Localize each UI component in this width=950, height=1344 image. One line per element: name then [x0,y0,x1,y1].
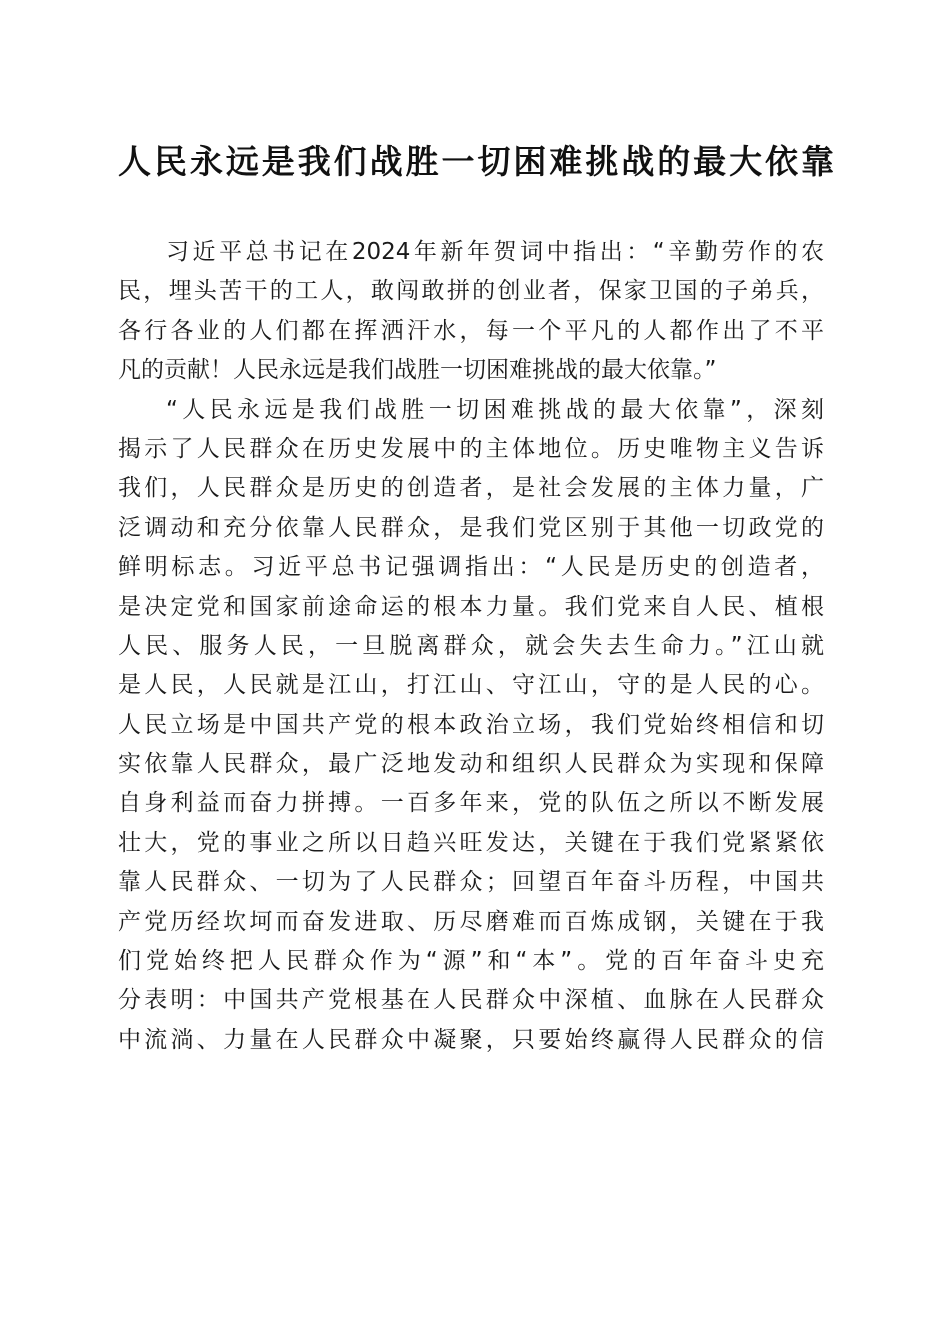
document-body [118,233,824,1060]
paragraph-line: 是人民，人民就是江山，打江山、守江山，守的是人民的心。 [118,672,824,699]
paragraph-line: 人民立场是中国共产党的根本政治立场，我们党始终相信和切 [118,711,824,738]
paragraph-line: 们党始终把人民群众作为“源”和“本”。党的百年奋斗史充 [118,948,824,975]
paragraph-line: 壮大，党的事业之所以日趋兴旺发达，关键在于我们党紧紧依 [118,829,824,856]
paragraph-line: 中流淌、力量在人民群众中凝聚，只要始终赢得人民群众的信 [118,1026,824,1053]
paragraph-line: 泛调动和充分依靠人民群众，是我们党区别于其他一切政党的 [118,514,824,541]
paragraph-line: 产党历经坎坷而奋发进取、历尽磨难而百炼成钢，关键在于我 [118,908,824,935]
paragraph-line: 自身利益而奋力拼搏。一百多年来，党的队伍之所以不断发展 [118,790,824,817]
paragraph-1 [118,233,824,391]
paragraph-line: “人民永远是我们战胜一切困难挑战的最大依靠”，深刻 [166,396,824,423]
paragraph-line: 凡的贡献！人民永远是我们战胜一切困难挑战的最大依靠。” [118,357,717,384]
paragraph-line: 鲜明标志。习近平总书记强调指出：“人民是历史的创造者， [118,554,824,581]
paragraph-line: 是决定党和国家前途命运的根本力量。我们党来自人民、植根 [118,593,824,620]
paragraph-line: 实依靠人民群众，最广泛地发动和组织人民群众为实现和保障 [118,751,824,778]
paragraph-line: 习近平总书记在2024年新年贺词中指出：“辛勤劳作的农 [166,239,824,265]
document-title: 人民永远是我们战胜一切困难挑战的最大依靠 [118,142,834,181]
paragraph-line: 民，埋头苦干的工人，敢闯敢拼的创业者，保家卫国的子弟兵， [118,278,824,305]
paragraph-2 [118,391,824,1061]
paragraph-line: 分表明：中国共产党根基在人民群众中深植、血脉在人民群众 [118,987,824,1014]
paragraph-line: 我们，人民群众是历史的创造者，是社会发展的主体力量，广 [118,475,824,502]
paragraph-line: 人民、服务人民，一旦脱离群众，就会失去生命力。”江山就 [118,632,824,659]
paragraph-line: 揭示了人民群众在历史发展中的主体地位。历史唯物主义告诉 [118,435,824,462]
paragraph-line: 靠人民群众、一切为了人民群众；回望百年奋斗历程，中国共 [118,869,824,896]
paragraph-line: 各行各业的人们都在挥洒汗水，每一个平凡的人都作出了不平 [118,317,824,344]
